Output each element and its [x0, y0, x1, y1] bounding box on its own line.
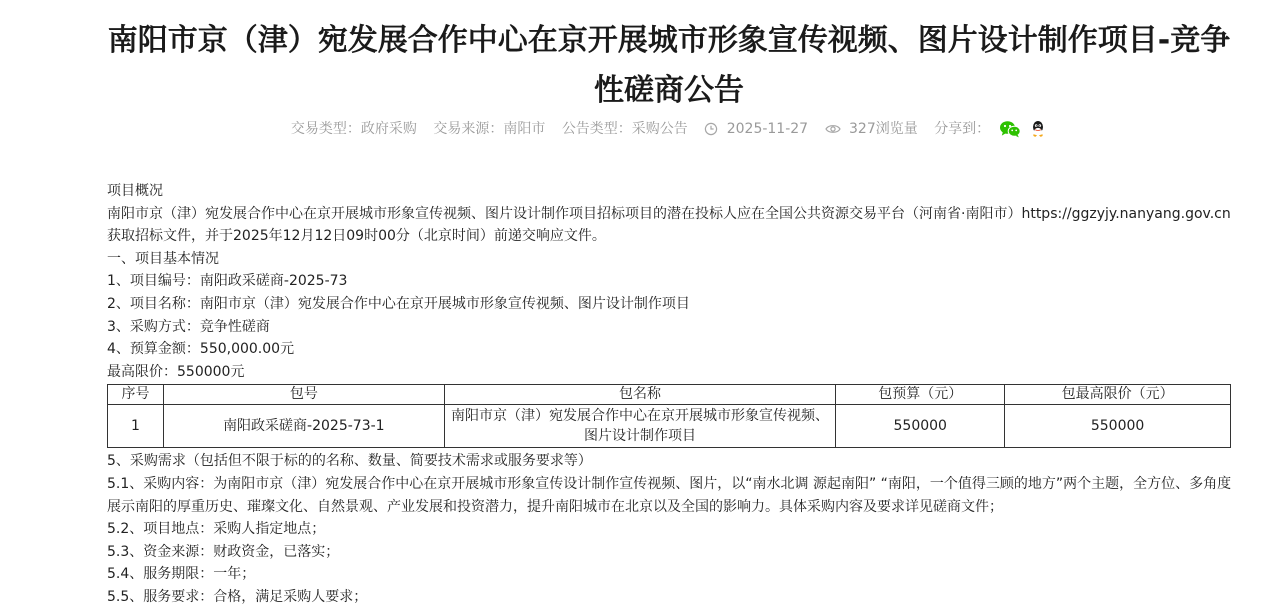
- view-count: 327浏览量: [849, 121, 918, 137]
- share-group: [934, 118, 1047, 140]
- publish-date: 2025-11-27: [726, 121, 809, 137]
- trade-type: 交易类型：政府采购: [290, 121, 417, 137]
- cell-package-name: 南阳市京（津）宛发展合作中心在京开展城市形象宣传视频、图片设计制作项目: [444, 405, 836, 448]
- overview-text-1: 南阳市京（津）宛发展合作中心在京开展城市形象宣传视频、图片设计制作项目招标项目的潜在投标人应在全国公共资源交易平台（河南省·南阳市）: [107, 205, 1022, 222]
- overview-paragraph: [107, 203, 1233, 248]
- col-header-budget: 包预算（元）: [836, 385, 1005, 405]
- project-number: 1、项目编号：南阳政采磋商-2025-73: [107, 273, 348, 290]
- project-name: 2、项目名称：南阳市京（津）宛发展合作中心在京开展城市形象宣传视频、图片设计制作项目: [107, 295, 690, 312]
- service-period: 5.4、服务期限：一年；: [107, 566, 256, 583]
- page-title: 南阳市京（津）宛发展合作中心在京开展城市形象宣传视频、图片设计制作项目-竞争性磋商公告: [107, 23, 1231, 108]
- fund-source: 5.3、资金来源：财政资金，已落实；: [107, 543, 340, 560]
- cell-budget: 550000: [836, 405, 1005, 448]
- eye-icon: [825, 122, 841, 136]
- share-label: 分享到：: [934, 121, 991, 137]
- max-price: 最高限价：550000元: [107, 363, 245, 380]
- cell-index: 1: [108, 405, 164, 448]
- table-row: [108, 405, 1231, 448]
- views-group: [825, 118, 918, 140]
- budget-amount: 4、预算金额：550,000.00元: [107, 341, 295, 358]
- overview-heading: 项目概况: [107, 183, 163, 199]
- package-table: [107, 384, 1231, 448]
- col-header-index: 序号: [108, 385, 164, 405]
- cell-max-price: 550000: [1005, 405, 1231, 448]
- project-location: 5.2、项目地点：采购人指定地点；: [107, 521, 326, 538]
- section1-heading: 一、项目基本情况: [107, 250, 219, 267]
- wechat-icon[interactable]: [999, 120, 1021, 138]
- col-header-max-price: 包最高限价（元）: [1005, 385, 1231, 405]
- notice-type: 公告类型：采购公告: [561, 121, 688, 137]
- announcement-body: [107, 180, 1233, 609]
- trade-source: 交易来源：南阳市: [433, 121, 546, 137]
- col-header-package-no: 包号: [163, 385, 444, 405]
- overview-text-2: 获取招标文件，并于2025年12月12日09时00分（北京时间）前递交响应文件。: [107, 228, 606, 245]
- cell-package-no: 南阳政采磋商-2025-73-1: [163, 405, 444, 448]
- publish-date-group: [704, 118, 808, 140]
- requirements-heading: 5、采购需求（包括但不限于标的的名称、数量、简要技术需求或服务要求等）: [107, 453, 592, 470]
- service-requirement: 5.5、服务要求：合格，满足采购人要求；: [107, 588, 368, 605]
- table-header-row: [108, 385, 1231, 405]
- qq-icon[interactable]: [1029, 120, 1047, 138]
- procurement-content: 5.1、采购内容：为南阳市京（津）宛发展合作中心在京开展城市形象宣传设计制作宣传视频、图片，以“南水北调 源起南阳” “南阳，一个值得三顾的地方”两个主题，全方位、多角度展示南阳的厚重历史、璀璨文化、自然景观、产业发展和投资潜力，提升南阳城市在北京以及全国的影响力。具体采购内容及要求详见磋商文件；: [107, 475, 1232, 515]
- platform-link[interactable]: https://ggzyjy.nanyang.gov.cn: [1021, 205, 1231, 222]
- procurement-method: 3、采购方式：竞争性磋商: [107, 318, 270, 335]
- col-header-package-name: 包名称: [444, 385, 836, 405]
- clock-icon: [704, 122, 718, 136]
- meta-row: [0, 118, 1278, 140]
